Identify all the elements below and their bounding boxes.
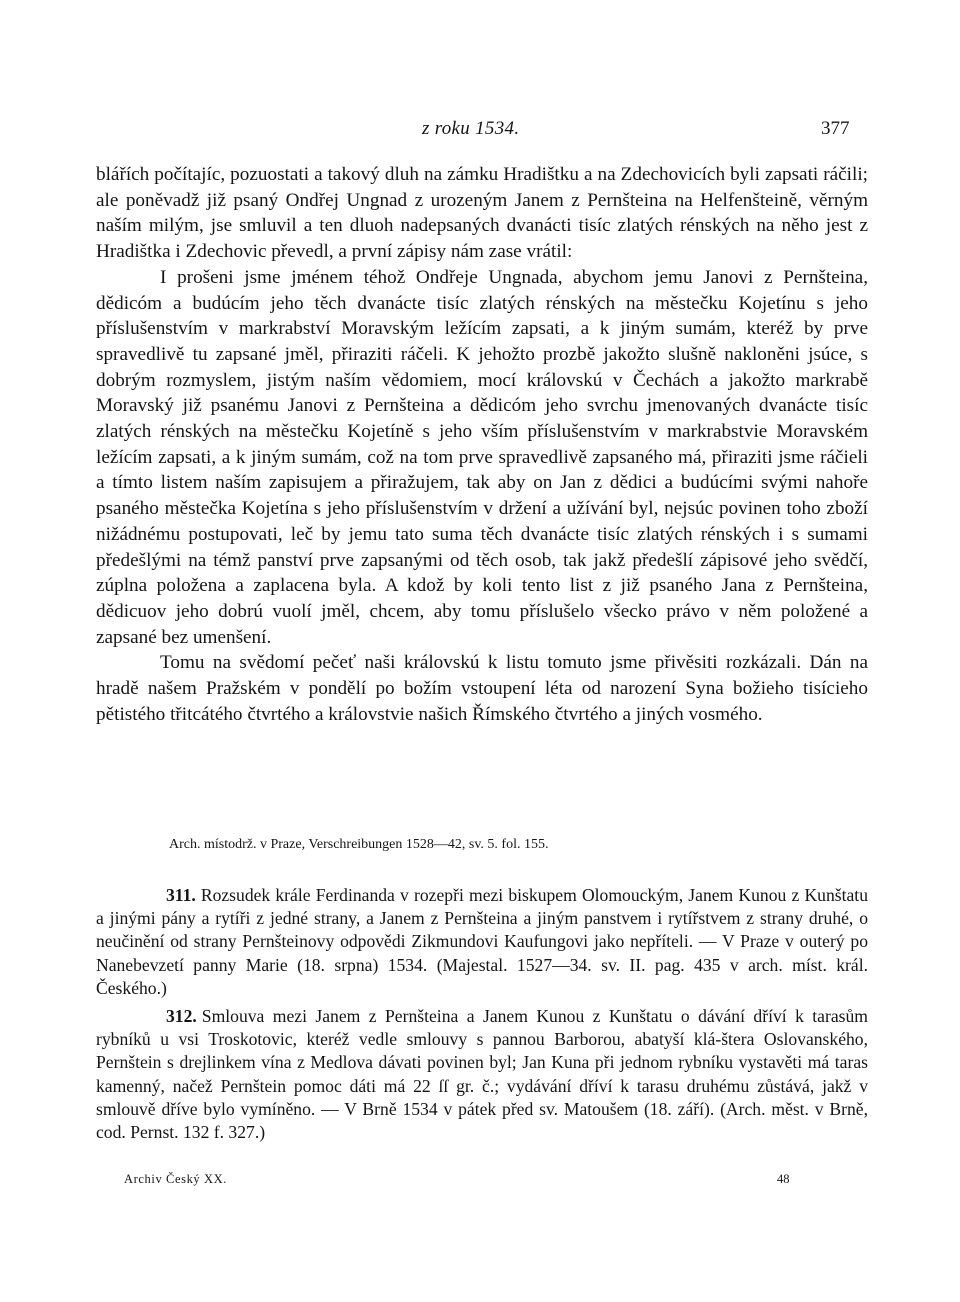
archive-citation: Arch. místodrž. v Praze, Verschreibungen 1528—42, sv. 5. fol. 155.	[169, 837, 549, 852]
entry-number: 311.	[166, 885, 196, 905]
paragraph-continuation: blářích počítajíc, pozuostati a takový dluh na zámku Hradištku a na Zdechovicích byli zapsati ráčili; ale poněvadž již psaný Ondřej Ungnad z urozeným Janem z Pernšteina na Helfenšteině, věrným naším milým, jse smluvil a ten dluoh nadepsaných dvanácti tisíc zlatých rénských na něho jest z Hradištka i Zdechovic převedl, a první zápisy nám zase vrátil:	[96, 164, 868, 263]
paragraph-grant: I prošeni jsme jménem téhož Ondřeje Ungnada, abychom jemu Janovi z Pernšteina, dědicóm a budúcím jeho těch dvanácte tisíc zlatých rénských na městečku Kojetínu s jeho příslušenstvím v markrabství Moravským ležícím zapsati, a k jiným sumám, kteréž by prve spravedlivě tu zapsané jměl, přiraziti ráčeli. K jehožto prozbě jakožto slušně nakloněni jsúce, s dobrým rozmyslem, jistým naším vědomiem, mocí královskú v Čechách a jakožto markrabě Moravský již psanému Janovi z Pernšteina a dědicóm jeho svrchu jmenovaných dvanácte tisíc zlatých rénských na městečku Kojetíně s jeho vším příslušenstvím v markrabstvie Moravském ležícím zapsati, a k jiným sumám, což na tom prve spravedlivě zapsaného má, přiraziti jsme ráčieli a tímto listem naším zapisujem a přiražujem, tak aby on Jan z dědici a budúcími svými nahoře psaného městečka Kojetína s jeho příslušenstvím v držení a užívání byl, nejsúc povinen toho zboží nižádnému postupovati, leč by jemu tato suma těch dvanácte tisíc zlatých rénských i s sumami předešlými na témž panství prve zapsanými od těch osob, tak jakž předešlí zápisové jeho svědčí, zúplna položena a zaplacena byla. A kdož by koli tento list z již psaného Jana z Pernšteina, dědicuov jeho dobrú vuolí jměl, chcem, aby tomu příslušelo všecko právo v něm položené a zapsané bez umenšení.	[96, 266, 868, 648]
entry-text: Rozsudek krále Ferdinanda v rozepři mezi biskupem Olomouckým, Janem Kunou z Kunštatu a jinými pány a rytíři z jedné strany, a Janem z Pernšteina a jiným panstvem i rytířstvem z strany druhé, o neučinění od strany Pernšteinovy odpovědi Zikmundovi Kaufungovi jako nepříteli. — V Praze v outerý po Nanebevzetí panny Marie (18. srpna) 1534. (Majestal. 1527—34. sv. II. pag. 435 v arch. míst. král. Českého.)	[96, 885, 868, 998]
regest-entries	[96, 884, 868, 1149]
entry-311	[96, 884, 868, 1000]
paragraph-sealing: Tomu na svědomí pečeť naši královskú k listu tomuto jsme přivěsiti rozkázali. Dán na hradě našem Pražském v pondělí po božím vstoupení léta od narození Syna božieho tisícieho pětistého třitcátého čtvrtého a královstvie našich Římského čtvrtého a jiných vosmého.	[96, 652, 868, 725]
sheet-number: 48	[777, 1172, 790, 1186]
page-footer	[0, 1172, 960, 1196]
page-number: 377	[821, 118, 850, 139]
entry-number: 312.	[166, 1006, 197, 1027]
entry-312	[96, 1005, 868, 1144]
running-head	[0, 118, 960, 148]
signature-mark: Archiv Český XX.	[124, 1172, 227, 1186]
running-title: z roku 1534.	[422, 118, 520, 139]
main-text	[96, 162, 868, 727]
entry-text: Smlouva mezi Janem z Pernšteina a Janem Kunou z Kunštatu o dávání dříví k tarasům rybníků u vsi Troskotovic, kteréž vedle smlouvy s pannou Barborou, abatyší klá-štera Oslovanského, Pernštein s drejlinkem vína z Medlova dávati povinen byl; Jan Kuna při jednom rybníku vystavěti má taras kamenný, načež Pernštein pomoc dáti má 22 ſſ gr. č.; vydávání dříví k tarasu druhému zůstává, jakž v smlouvě dříve bylo vymíněno. — V Brně 1534 v pátek před sv. Matoušem (18. září). (Arch. měst. v Brně, cod. Pernst. 132 f. 327.)	[96, 1006, 868, 1143]
